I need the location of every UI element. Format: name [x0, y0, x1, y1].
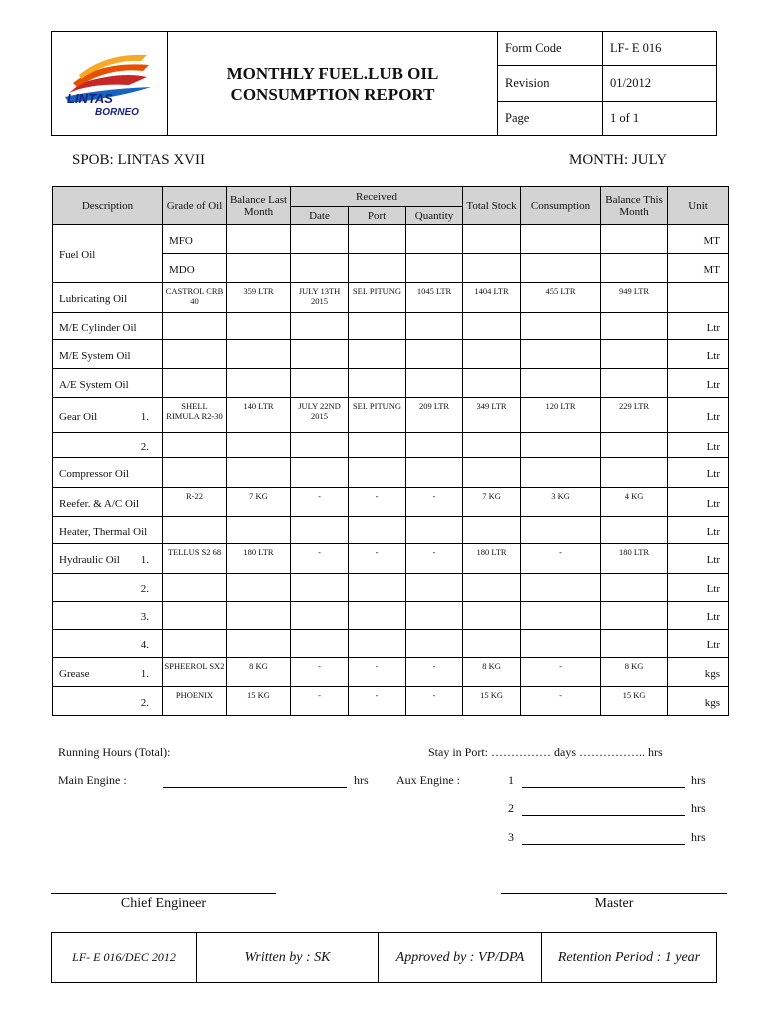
unit-cell: Ltr: [668, 313, 729, 340]
stay-in-port: Stay in Port: …………… days …………….. hrs: [428, 745, 663, 759]
footer-approved-by: Approved by : VP/DPA: [379, 933, 542, 982]
spob-name: SPOB: LINTAS XVII: [72, 152, 205, 168]
total-stock-cell: 15 KG: [463, 687, 521, 716]
balance-this-cell: 180 LTR: [601, 544, 668, 574]
row-label-heater: Heater, Thermal Oil: [53, 517, 163, 544]
form-code-value: LF- E 016: [603, 31, 718, 66]
unit-cell: kgs: [668, 687, 729, 716]
table-row: [53, 658, 729, 687]
row-label-hydraulic: [53, 544, 163, 574]
total-stock-cell: 180 LTR: [463, 544, 521, 574]
table-row: [53, 313, 729, 340]
grade-cell: SHELL RIMULA R2-30: [163, 398, 227, 433]
unit-cell: Ltr: [668, 369, 729, 398]
date-cell: -: [291, 488, 349, 517]
table-row: [53, 340, 729, 369]
quantity-cell: 209 LTR: [406, 398, 463, 433]
balance-this-cell: 949 LTR: [601, 283, 668, 313]
balance-this-cell: 4 KG: [601, 488, 668, 517]
col-description: Description: [53, 187, 163, 225]
sub-number: 1.: [140, 667, 149, 680]
table-row: [53, 574, 729, 602]
aux-number: 3: [508, 830, 514, 844]
unit-cell: Ltr: [668, 630, 729, 658]
port-cell: SEI. PITUNG: [349, 398, 406, 433]
unit-cell: Ltr: [668, 398, 729, 433]
chief-engineer-label: Chief Engineer: [120, 896, 207, 911]
aux-number: 2: [508, 801, 514, 815]
running-hours-label: Running Hours (Total):: [58, 745, 171, 759]
unit-cell: kgs: [668, 658, 729, 687]
sub-number: 1.: [140, 554, 149, 566]
port-cell: SEI. PITUNG: [349, 283, 406, 313]
row-label-fuel-oil: Fuel Oil: [53, 225, 163, 283]
consumption-cell: -: [521, 544, 601, 574]
consumption-cell: 455 LTR: [521, 283, 601, 313]
quantity-cell: 1045 LTR: [406, 283, 463, 313]
ship-logo-icon: [51, 31, 167, 135]
table-row: [53, 433, 729, 458]
master-signature-line: [501, 893, 727, 894]
consumption-table: [52, 186, 728, 716]
col-balance-this: Balance This Month: [601, 187, 668, 225]
page-value: 1 of 1: [603, 101, 718, 136]
form-footer: [51, 932, 717, 983]
quantity-cell: -: [406, 687, 463, 716]
aux-engine-2-input[interactable]: [522, 815, 685, 816]
balance-last-cell: 140 LTR: [227, 398, 291, 433]
grade-cell: TELLUS S2 68: [163, 544, 227, 574]
table-row: [53, 398, 729, 433]
table-row: [53, 488, 729, 517]
consumption-cell: -: [521, 658, 601, 687]
table-row: [53, 517, 729, 544]
unit-cell: Ltr: [668, 488, 729, 517]
balance-last-cell: 180 LTR: [227, 544, 291, 574]
total-stock-cell: 7 KG: [463, 488, 521, 517]
balance-last-cell: 8 KG: [227, 658, 291, 687]
date-cell: JULY 13TH 2015: [291, 283, 349, 313]
col-date: Date: [291, 207, 349, 225]
row-label-me-system: M/E System Oil: [53, 340, 163, 369]
table-row: [53, 458, 729, 488]
table-row: [53, 544, 729, 574]
unit-cell: Ltr: [668, 544, 729, 574]
hrs-label: hrs: [691, 773, 706, 787]
grade-mdo: MDO: [163, 254, 227, 283]
main-engine-label: Main Engine :: [58, 773, 127, 787]
table-row: [53, 602, 729, 630]
port-cell: -: [349, 687, 406, 716]
quantity-cell: -: [406, 658, 463, 687]
page-label: Page: [498, 101, 603, 136]
row-label-grease: [53, 658, 163, 687]
quantity-cell: -: [406, 488, 463, 517]
col-grade: Grade of Oil: [163, 187, 227, 225]
unit-cell: MT: [668, 254, 729, 283]
form-meta: [497, 31, 717, 136]
consumption-cell: 3 KG: [521, 488, 601, 517]
balance-last-cell: 7 KG: [227, 488, 291, 517]
table-row: [53, 687, 729, 716]
svg-text:LINTAS: LINTAS: [67, 91, 113, 106]
row-label-grease-2: [53, 687, 163, 716]
footer-retention: Retention Period : 1 year: [557, 949, 701, 965]
grade-mfo: MFO: [163, 225, 227, 254]
report-month: MONTH: JULY: [569, 152, 668, 168]
quantity-cell: -: [406, 544, 463, 574]
aux-engine-3-input[interactable]: [522, 844, 685, 845]
sub-number: 3.: [140, 611, 149, 623]
date-cell: -: [291, 544, 349, 574]
unit-cell: Ltr: [668, 433, 729, 458]
col-total-stock: Total Stock: [463, 187, 521, 225]
row-label-gear-oil: [53, 398, 163, 433]
master-label: Master: [594, 896, 634, 911]
hrs-label: hrs: [691, 830, 706, 844]
title-line-2: CONSUMPTION REPORT: [230, 84, 435, 104]
grade-cell: R-22: [163, 488, 227, 517]
total-stock-cell: 349 LTR: [463, 398, 521, 433]
unit-cell: Ltr: [668, 602, 729, 630]
consumption-cell: -: [521, 687, 601, 716]
form-code-label: Form Code: [498, 31, 603, 66]
hrs-label: hrs: [354, 773, 369, 787]
table-row: [53, 225, 729, 254]
unit-cell: Ltr: [668, 517, 729, 544]
table-row: [53, 369, 729, 398]
sub-number: 2.: [140, 583, 149, 595]
revision-value: 01/2012: [603, 66, 718, 102]
aux-number: 1: [508, 773, 514, 787]
unit-cell: Ltr: [668, 574, 729, 602]
row-label-hydraulic-2: [53, 574, 163, 602]
col-unit: Unit: [668, 187, 729, 225]
balance-this-cell: 8 KG: [601, 658, 668, 687]
hydraulic-label: Hydraulic Oil: [59, 554, 120, 566]
unit-cell: Ltr: [668, 340, 729, 369]
footer-code: LF- E 016/DEC 2012: [52, 933, 197, 982]
col-port: Port: [349, 207, 406, 225]
grade-cell: PHOENIX: [163, 687, 227, 716]
sub-number: 1.: [140, 410, 149, 423]
col-balance-last: Balance Last Month: [227, 187, 291, 225]
row-label-reefer: Reefer. & A/C Oil: [53, 488, 163, 517]
balance-last-cell: 359 LTR: [227, 283, 291, 313]
row-label-compressor: Compressor Oil: [53, 458, 163, 488]
main-engine-input[interactable]: [163, 787, 347, 788]
table-row: [53, 283, 729, 313]
chief-signature-line: [51, 893, 276, 894]
unit-cell: Ltr: [668, 458, 729, 488]
report-title: [168, 31, 497, 136]
grade-cell: SPHEEROL SX2: [163, 658, 227, 687]
port-cell: -: [349, 658, 406, 687]
col-received: Received: [291, 187, 463, 207]
sub-number: 2.: [140, 440, 149, 453]
col-quantity: Quantity: [406, 207, 463, 225]
grease-label: Grease: [59, 667, 90, 680]
hrs-label: hrs: [691, 801, 706, 815]
row-label-me-cylinder: M/E Cylinder Oil: [53, 313, 163, 340]
grade-cell: CASTROL CRB 40: [163, 283, 227, 313]
title-line-1: MONTHLY FUEL.LUB OIL: [226, 63, 439, 83]
unit-cell: MT: [668, 225, 729, 254]
row-label-lub-oil: Lubricating Oil: [53, 283, 163, 313]
balance-this-cell: 229 LTR: [601, 398, 668, 433]
balance-this-cell: 15 KG: [601, 687, 668, 716]
col-consumption: Consumption: [521, 187, 601, 225]
aux-engine-label: Aux Engine :: [396, 773, 460, 787]
revision-label: Revision: [498, 66, 603, 102]
svg-text:BORNEO: BORNEO: [95, 107, 139, 118]
port-cell: -: [349, 544, 406, 574]
aux-engine-1-input[interactable]: [522, 787, 685, 788]
date-cell: JULY 22ND 2015: [291, 398, 349, 433]
company-logo: [51, 31, 168, 136]
date-cell: -: [291, 658, 349, 687]
total-stock-cell: 8 KG: [463, 658, 521, 687]
row-label-hydraulic-4: [53, 630, 163, 658]
consumption-cell: 120 LTR: [521, 398, 601, 433]
footer-written-by: Written by : SK: [197, 933, 379, 982]
date-cell: -: [291, 687, 349, 716]
port-cell: -: [349, 488, 406, 517]
balance-last-cell: 15 KG: [227, 687, 291, 716]
row-label-hydraulic-3: [53, 602, 163, 630]
sub-number: 2.: [140, 696, 149, 709]
gear-label: Gear Oil: [59, 410, 98, 423]
table-row: [53, 630, 729, 658]
row-label-gear-2: [53, 433, 163, 458]
total-stock-cell: 1404 LTR: [463, 283, 521, 313]
sub-number: 4.: [140, 639, 149, 651]
row-label-ae-system: A/E System Oil: [53, 369, 163, 398]
